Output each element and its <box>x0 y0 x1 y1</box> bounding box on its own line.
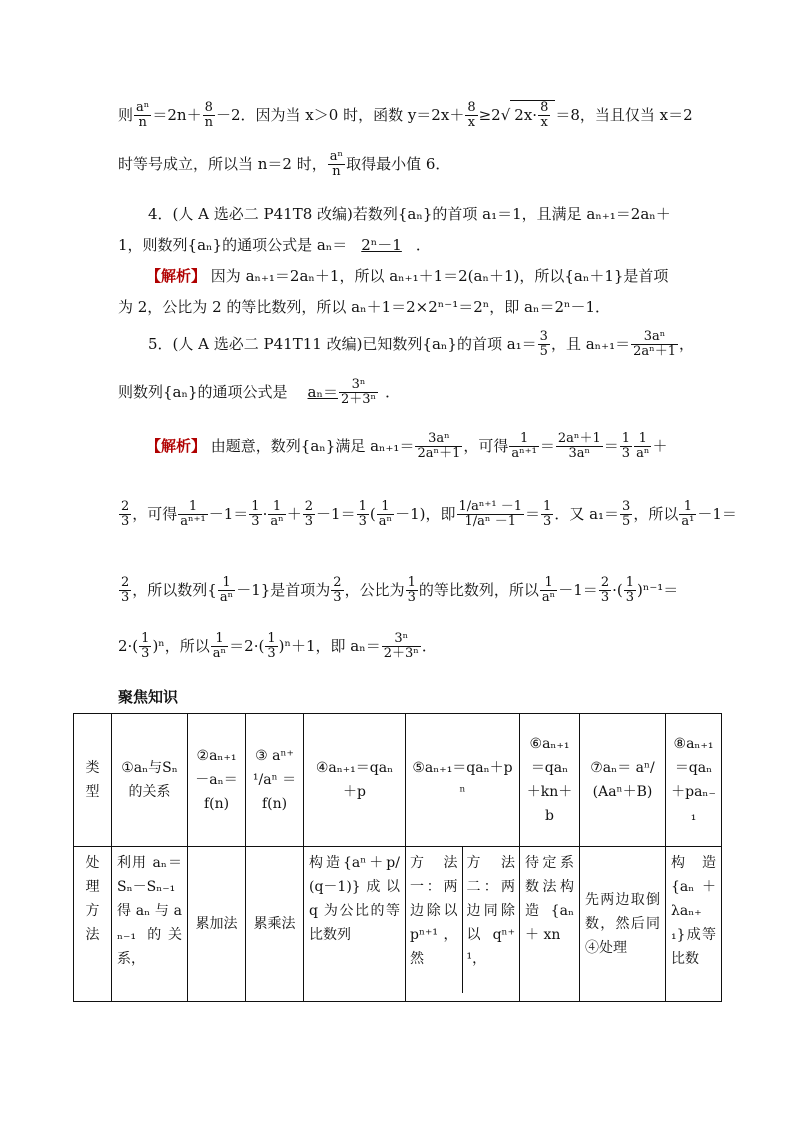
text: ≥2 <box>478 105 501 124</box>
method-two: 方法二：两边同除以qⁿ⁺¹， <box>466 855 515 967</box>
numerator: 1 <box>267 631 276 646</box>
denominator: x <box>540 115 548 131</box>
table-row <box>74 847 722 1002</box>
table-cell: ②aₙ₊₁－aₙ＝f(n) <box>188 714 246 847</box>
numerator: aⁿ <box>136 100 150 115</box>
denominator: 3 <box>600 590 610 606</box>
text: 时等号成立，所以当 n＝2 时， <box>118 154 327 173</box>
denominator: 5 <box>539 344 548 360</box>
fraction <box>634 432 651 462</box>
numerator: 1 <box>543 499 552 514</box>
numerator: 1 <box>178 500 207 515</box>
denominator: 2＋3ⁿ <box>340 392 377 408</box>
text: · <box>262 504 268 523</box>
text: －2．因为当 x＞0 时，函数 y＝2x＋ <box>215 105 465 124</box>
denominator: 3 <box>267 646 276 662</box>
numerator: 1 <box>377 500 394 515</box>
text: ·( <box>612 580 623 599</box>
table-cell: 待定系数法构造{aₙ ＋ xn <box>520 847 580 1002</box>
text: 由题意，数列{aₙ}满足 aₙ₊₁＝ <box>210 436 415 455</box>
fraction <box>328 150 345 180</box>
text: ( <box>369 504 376 523</box>
numerator: 2aⁿ＋1 <box>557 431 601 446</box>
text: )ⁿ⁻¹＝ <box>637 580 679 599</box>
table-cell: ④aₙ₊₁＝qaₙ＋p <box>304 714 406 847</box>
text: 2·( <box>118 636 139 655</box>
top-line-2 <box>118 150 450 180</box>
table-cell: ③ aⁿ⁺¹/aⁿ ＝f(n) <box>246 714 304 847</box>
numerator: 2 <box>121 499 130 514</box>
denominator: n <box>138 115 147 131</box>
fraction <box>538 101 550 131</box>
text: ＝ <box>525 504 541 523</box>
section-title: 聚焦知识 <box>118 688 179 706</box>
denominator: aⁿ <box>212 646 227 662</box>
denominator: 2aⁿ＋1 <box>633 344 677 360</box>
analysis-label: 【解析】 <box>146 267 207 285</box>
text: 则数列{aₙ}的通项公式是 <box>118 382 288 401</box>
numerator: 1 <box>509 432 538 447</box>
text: －1)，即 <box>395 504 456 523</box>
q4-line-2 <box>118 234 431 255</box>
q5-line-2 <box>118 378 400 408</box>
method-one: 方法一：两边除以pⁿ⁺¹，然 <box>406 847 463 993</box>
denominator: 5 <box>622 514 631 530</box>
q5-solution-1 <box>146 432 667 462</box>
q4-solution-1 <box>146 265 668 286</box>
text: ＝ <box>539 436 555 455</box>
q5-solution-3 <box>118 576 678 606</box>
text: ， <box>679 334 695 353</box>
q5-line-1 <box>148 330 694 360</box>
denominator: 3 <box>358 514 367 530</box>
answer-blank: 2ⁿ－1 <box>361 236 402 254</box>
numerator: 1 <box>218 576 235 591</box>
fraction <box>211 632 228 662</box>
text: －1＝ <box>316 504 356 523</box>
numerator: 8 <box>540 100 549 115</box>
fraction <box>249 500 261 530</box>
q5-solution-2 <box>118 500 737 530</box>
table-cell: 先两边取倒数，然后同④处理 <box>580 847 666 1002</box>
fraction <box>139 632 151 662</box>
table-cell: ①aₙ与Sₙ的关系 <box>112 714 188 847</box>
denominator: 2＋3ⁿ <box>383 646 419 662</box>
text: )ⁿ＋1，即 aₙ＝ <box>278 636 381 655</box>
compound-fraction <box>457 500 525 530</box>
fraction <box>620 500 632 530</box>
denominator: aⁿ <box>541 590 556 606</box>
numerator: 1 <box>358 499 367 514</box>
text: 1，则数列{aₙ}的通项公式是 aₙ＝ <box>118 236 348 254</box>
fraction <box>599 576 611 606</box>
denominator: 3 <box>625 590 634 606</box>
text: 5．(人 A 选必二 P41T11 改编)已知数列{aₙ}的首项 a₁＝ <box>148 334 537 353</box>
fraction <box>556 432 603 462</box>
fraction <box>331 576 343 606</box>
fraction <box>377 500 394 530</box>
numerator: 1 <box>407 575 416 590</box>
fraction <box>620 432 632 462</box>
fraction <box>538 330 550 360</box>
denominator: aⁿ <box>219 590 234 606</box>
numerator: 1 <box>679 500 696 515</box>
text: ． <box>421 636 437 655</box>
numerator: 1 <box>625 575 634 590</box>
table-cell: 累乘法 <box>246 847 304 1002</box>
table-header-row <box>74 714 722 847</box>
fraction <box>178 500 207 530</box>
fraction <box>624 576 636 606</box>
numerator: 1 <box>268 500 285 515</box>
text: －1＝ <box>208 504 249 523</box>
table-cell: 类型 <box>74 714 112 847</box>
fraction <box>541 500 553 530</box>
numerator: 2 <box>304 499 314 514</box>
table-cell: ⑤aₙ₊₁＝qaₙ＋pⁿ <box>406 714 520 847</box>
analysis-label: 【解析】 <box>146 436 207 455</box>
table-cell: ⑦aₙ＝ aⁿ/(Aaⁿ＋B) <box>580 714 666 847</box>
fraction <box>119 500 131 530</box>
text: ＝ <box>603 436 619 455</box>
text: ＋ <box>286 504 302 523</box>
numerator: 1 <box>540 576 557 591</box>
numerator: 3 <box>622 499 631 514</box>
text: ． <box>385 382 401 401</box>
denominator: 1/aⁿ －1 <box>464 514 516 530</box>
fraction <box>119 576 131 606</box>
denominator: 3 <box>304 514 314 530</box>
fraction <box>303 500 315 530</box>
numerator: 3 <box>539 329 548 344</box>
fraction <box>265 632 277 662</box>
denominator: x <box>467 115 476 131</box>
fraction <box>268 500 285 530</box>
knowledge-table <box>73 713 722 1002</box>
fraction <box>540 576 557 606</box>
numerator: 1/aⁿ⁺¹ －1 <box>458 499 523 514</box>
text: ＝8，当且仅当 x＝2 <box>555 105 693 124</box>
denominator: 3 <box>251 514 260 530</box>
fraction <box>339 378 378 408</box>
sqrt <box>510 100 555 131</box>
text: ，公比为 <box>344 580 405 599</box>
denominator: aⁿ <box>378 514 393 530</box>
table-cell <box>406 847 520 1002</box>
text: ，所以数列{ <box>132 580 217 599</box>
fraction <box>203 101 215 131</box>
table-cell: 处理方法 <box>74 847 112 1002</box>
denominator: 3 <box>543 514 552 530</box>
fraction <box>357 500 369 530</box>
numerator: 1 <box>211 632 228 647</box>
numerator: 3ⁿ <box>339 378 378 393</box>
denominator: aⁿ <box>270 514 284 530</box>
text: －1＝ <box>697 504 737 523</box>
table-cell: 利用 aₙ＝Sₙ－Sₙ₋₁ 得 aₙ 与 aₙ₋₁ 的关系， <box>112 847 188 1002</box>
fraction <box>134 101 151 131</box>
fraction <box>631 330 678 360</box>
denominator: aⁿ <box>636 446 650 462</box>
numerator: 2 <box>121 575 130 590</box>
fraction <box>509 432 538 462</box>
numerator: 3aⁿ <box>415 432 462 447</box>
denominator: aⁿ⁺¹ <box>511 446 537 462</box>
table-cell: ⑥aₙ₊₁＝qaₙ＋kn＋b <box>520 714 580 847</box>
fraction <box>382 632 421 662</box>
q5-solution-4 <box>118 632 437 662</box>
text: )ⁿ，所以 <box>152 636 210 655</box>
text: 的等比数列，所以 <box>418 580 539 599</box>
text: ＝2n＋ <box>152 105 202 124</box>
text: ． <box>415 236 431 254</box>
q4-solution-2: 为 2，公比为 2 的等比数列，所以 aₙ＋1＝2×2ⁿ⁻¹＝2ⁿ，即 aₙ＝2ⁿ－1． <box>118 298 611 316</box>
table-cell: 构造{aₙ＋λaₙ₊₁}成等比数 <box>666 847 722 1002</box>
denominator: 3aⁿ <box>568 446 591 462</box>
numerator: 1 <box>251 499 260 514</box>
denominator: aⁿ⁺¹ <box>180 514 206 530</box>
denominator: 3 <box>621 446 631 462</box>
denominator: 2aⁿ＋1 <box>417 446 461 462</box>
table-cell: 构造{aⁿ＋p/(q－1)}成以 q 为公比的等比数列 <box>304 847 406 1002</box>
denominator: 3 <box>333 590 342 606</box>
fraction <box>218 576 235 606</box>
numerator: 8 <box>467 100 476 115</box>
numerator: 3aⁿ <box>631 330 678 345</box>
text: ＝2·( <box>229 636 265 655</box>
denominator: a¹ <box>681 514 695 530</box>
denominator: 3 <box>407 590 416 606</box>
numerator: 1 <box>621 431 631 446</box>
text: －1＝ <box>558 580 598 599</box>
fraction <box>679 500 696 530</box>
text: ，所以 <box>633 504 679 523</box>
table-cell: ⑧aₙ₊₁＝qaₙ＋paₙ₋₁ <box>666 714 722 847</box>
text: ，且 aₙ₊₁＝ <box>550 334 631 353</box>
text: ．又 a₁＝ <box>554 504 620 523</box>
numerator: aⁿ <box>329 149 344 164</box>
numerator: 2 <box>333 575 342 590</box>
text: 则 <box>118 105 134 124</box>
fraction <box>465 101 477 131</box>
numerator: 3ⁿ <box>382 632 421 647</box>
numerator: 1 <box>141 631 150 646</box>
text: ，可得 <box>463 436 509 455</box>
text: 2x· <box>514 105 538 124</box>
numerator: 8 <box>203 101 215 116</box>
numerator: 2 <box>600 575 610 590</box>
denominator: n <box>332 164 341 180</box>
fraction <box>406 576 418 606</box>
text: 取得最小值 6． <box>346 154 451 173</box>
denominator: n <box>204 115 213 131</box>
denominator: 3 <box>121 590 130 606</box>
table-cell: 累加法 <box>188 847 246 1002</box>
numerator: 1 <box>634 432 651 447</box>
q4-line-1: 4．(人 A 选必二 P41T8 改编)若数列{aₙ}的首项 a₁＝1，且满足 aₙ₊₁＝2aₙ＋ <box>148 205 671 223</box>
text: ，可得 <box>132 504 178 523</box>
text: aₙ＝ <box>307 382 338 401</box>
answer-blank <box>288 377 386 408</box>
fraction <box>415 432 462 462</box>
top-line-1: 则 $\frac{\text{aⁿ}}{n}$ ＝2n＋ $\frac{8}{n}$ －2．因为当 x＞0 时，函数 y＝2x＋ $\frac{8}{x}$ ≥2√ 2x· $\frac{8}{x}$ ＝8，当且仅当 x＝2 <box>118 100 693 131</box>
text: 因为 aₙ₊₁＝2aₙ＋1，所以 aₙ₊₁＋1＝2(aₙ＋1)，所以{aₙ＋1}是首项 <box>210 267 669 285</box>
denominator: 3 <box>121 514 130 530</box>
text: －1}是首项为 <box>236 580 331 599</box>
denominator: 3 <box>141 646 150 662</box>
text: ＋ <box>652 436 668 455</box>
